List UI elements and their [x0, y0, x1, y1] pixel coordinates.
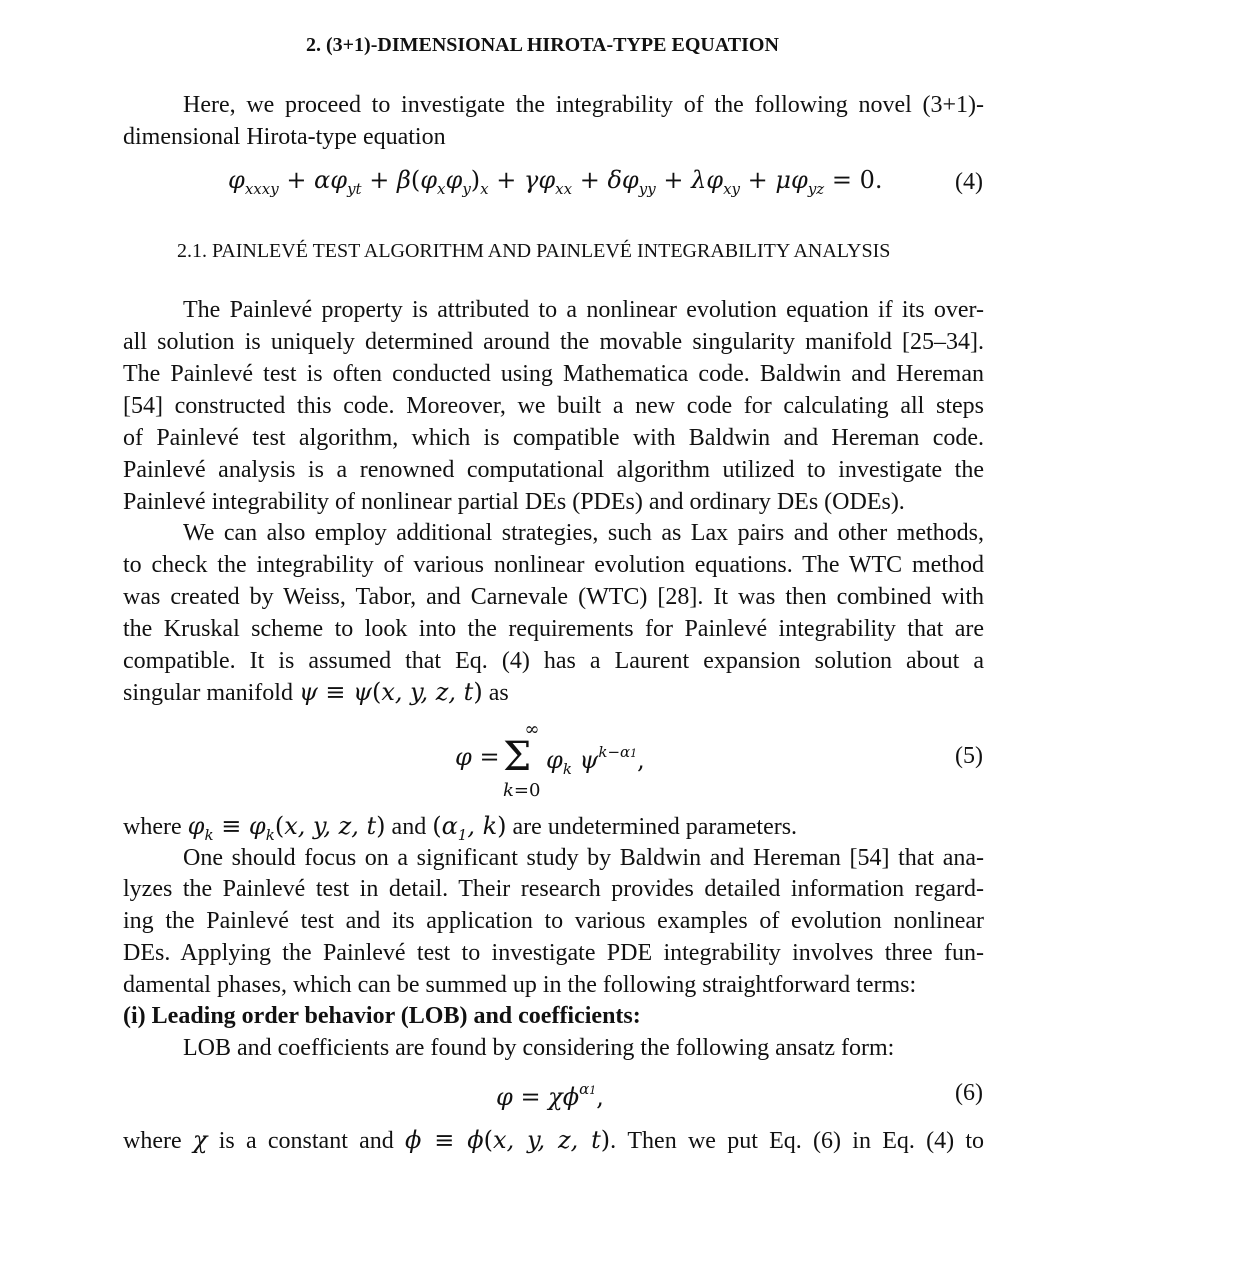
- equation-5-number: (5): [955, 743, 983, 769]
- para2-line-4: the Kruskal scheme to look into the requirements for Painlevé integrability that are: [123, 616, 984, 642]
- para1-line-2: all solution is uniquely determined around the movable singularity manifold [25–34].: [123, 329, 984, 355]
- para1-line-4: [54] constructed this code. Moreover, we built a new code for calculating all steps: [123, 393, 984, 419]
- equation-6-number: (6): [955, 1080, 983, 1106]
- para2-line-6: [123, 676, 509, 709]
- equation-6: $\varphi = \chi\phi^{\alpha 1}$,: [496, 1080, 604, 1111]
- para1-line-5: of Painlevé test algorithm, which is compatible with Baldwin and Hereman code.: [123, 425, 984, 451]
- where-line-end: are undetermined parameters.: [512, 814, 798, 840]
- para3-line-4: DEs. Applying the Painlevé test to investigate PDE integrability involves three fun-: [123, 940, 984, 966]
- equation-4-number: (4): [955, 169, 983, 195]
- where-word: where: [123, 814, 182, 840]
- para3-line-5: damental phases, which can be summed up in the following straightforward terms:: [123, 972, 917, 998]
- last-line: [123, 1124, 984, 1157]
- para3-line-2: lyzes the Painlevé test in detail. Their research provides detailed information regard-: [123, 876, 984, 902]
- step-heading: (i) Leading order behavior (LOB) and coefficients:: [123, 1003, 641, 1029]
- para3-line-1: One should focus on a significant study by Baldwin and Hereman [54] that ana-: [183, 845, 984, 871]
- last-line-end: . Then we put Eq. (6) in Eq. (4) to: [610, 1128, 985, 1154]
- phi-k-expression: $\varphi_k \equiv \varphi_k(x$, y, z, t): [187, 812, 386, 844]
- sigma-symbol: Σ: [503, 734, 532, 780]
- and-word: and: [391, 814, 427, 840]
- sum-lower-limit: k=0: [503, 780, 541, 801]
- subsection-title: 2.1. PAINLEVÉ TEST ALGORITHM AND PAINLEVÉ INTEGRABILITY ANALYSIS: [177, 240, 891, 262]
- para2-line-6-before: singular manifold: [123, 680, 293, 706]
- section-title: 2. (3+1)-DIMENSIONAL HIROTA-TYPE EQUATION: [306, 34, 779, 56]
- chi-symbol: χ: [192, 1126, 208, 1154]
- para1-line-7: Painlevé integrability of nonlinear partial DEs (PDEs) and ordinary DEs (ODEs).: [123, 489, 905, 515]
- equation-5-rhs: $\varphi_k$ $\psi^{k-\alpha 1}$,: [546, 743, 645, 778]
- ansatz-line: LOB and coefficients are found by considering the following ansatz form:: [183, 1035, 895, 1061]
- equation-4: $\varphi_{xxxy} + \alpha\varphi_{yt} + \beta(\varphi_x\varphi_y)_x + \gamma\varphi_{xx} + \delta\varphi_{yy} + \lambda\varphi_{xy} + \mu\varphi_{yz} = 0$.: [228, 166, 883, 198]
- para3-line-3: ing the Painlevé test and its application to various examples of evolution nonlinear: [123, 908, 984, 934]
- para2-line-2: to check the integrability of various nonlinear evolution equations. The WTC method: [123, 552, 984, 578]
- manifold-expression: ψ ≡ ψ(x, y, z, t): [298, 678, 483, 706]
- para1-line-1: The Painlevé property is attributed to a nonlinear evolution equation if its over-: [183, 297, 984, 323]
- para1-line-3: The Painlevé test is often conducted using Mathematica code. Baldwin and Hereman: [123, 361, 984, 387]
- para2-line-6-after: as: [488, 680, 509, 706]
- sum-upper-limit: ∞: [524, 719, 540, 740]
- last-where-word: where: [123, 1128, 182, 1154]
- intro-line-1: Here, we proceed to investigate the integrability of the following novel (3+1)-: [183, 92, 984, 118]
- phi-definition: ϕ ≡ ϕ(x, y, z, t): [405, 1126, 611, 1154]
- para2-line-3: was created by Weiss, Tabor, and Carnevale (WTC) [28]. It was then combined with: [123, 584, 984, 610]
- last-constant-text: is a constant and: [218, 1128, 394, 1154]
- para1-line-6: Painlevé analysis is a renowned computational algorithm utilized to investigate the: [123, 457, 984, 483]
- equation-5-lhs: φ =: [455, 743, 500, 771]
- para2-line-1: We can also employ additional strategies, such as Lax pairs and other methods,: [183, 520, 984, 546]
- alpha-k-expression: ($\alpha_1$, k): [432, 812, 507, 844]
- intro-line-2: dimensional Hirota-type equation: [123, 124, 446, 150]
- para2-line-5: compatible. It is assumed that Eq. (4) has a Laurent expansion solution about a: [123, 648, 984, 674]
